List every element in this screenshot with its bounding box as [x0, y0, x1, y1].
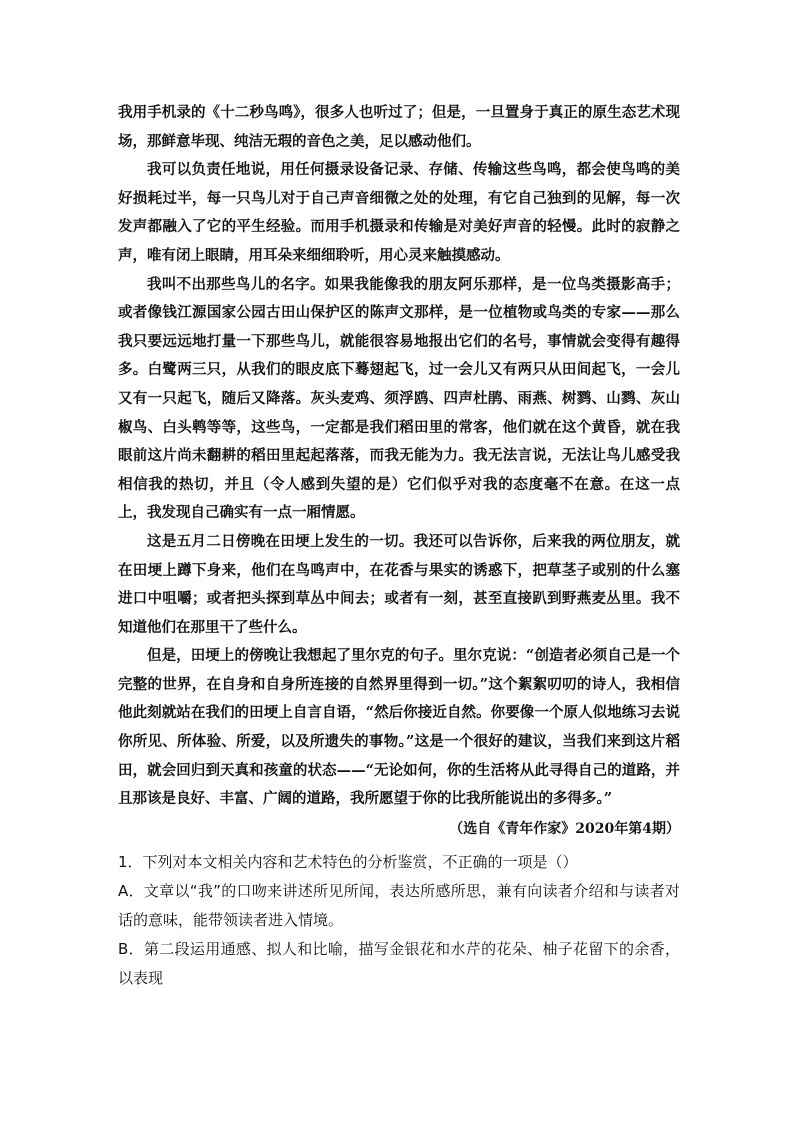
- passage: [118, 99, 680, 844]
- question-option-b: B．第二段运用通感、拟人和比喻，描写金银花和水芹的花朵、柚子花留下的余香，以表现: [118, 939, 680, 987]
- question-stem: 1．下列对本文相关内容和艺术特色的分析鉴赏，不正确的一项是（）: [118, 852, 578, 871]
- document-page: [118, 99, 680, 993]
- question-option-a: A．文章以“我”的口吻来讲述所见所闻，表达所感所思，兼有向读者介绍和与读者对话的意味，能带领读者进入情境。: [118, 881, 680, 929]
- passage-paragraph-4: 这是五月二日傍晚在田埂上发生的一切。我还可以告诉你，后来我的两位朋友，就在田埂上蹲下身来，他们在鸟鸣声中，在花香与果实的诱惑下，把草茎子或别的什么塞进口中咀嚼；或者把头探到草丛中间去；或者有一刻，甚至直接趴到野燕麦丛里。我不知道他们在那里干了些什么。: [118, 532, 680, 636]
- passage-paragraph-3: 我叫不出那些鸟儿的名字。如果我能像我的朋友阿乐那样，是一位鸟类摄影高手；或者像钱江源国家公园古田山保护区的陈声文那样，是一位植物或鸟类的专家——那么我只要远远地打量一下那些鸟儿，就能很容易地报出它们的名号，事情就会变得有趣得多。白鹭两三只，从我们的眼皮底下蓦翅起飞，过一会儿又有两只从田间起飞，一会儿又有一只起飞，随后又降落。灰头麦鸡、须浮鸥、四声杜鹃、雨燕、树鹨、山鹨、灰山椒鸟、白头鹎等等，这些鸟，一定都是我们稻田里的常客，他们就在这个黄昏，就在我眼前这片尚未翻耕的稻田里起起落落，而我无能为力。我无法言说，无法让鸟儿感受我相信我的热切，并且（令人感到失望的是）它们似乎对我的态度毫不在意。在这一点上，我发现自己确实有一点一厢情愿。: [118, 275, 680, 522]
- passage-source: （选自《青年作家》2020年第4期）: [449, 820, 680, 837]
- passage-paragraph-2: 我可以负责任地说，用任何摄录设备记录、存储、传输这些鸟鸣，都会使鸟鸣的美好损耗过半，每一只鸟儿对于自己声音细微之处的处理，有它自己独到的见解，每一次发声都融入了它的平生经验。而用手机摄录和传输是对美好声音的轻慢。此时的寂静之声，唯有闭上眼睛，用耳朵来细细聆听，用心灵来触摸感动。: [118, 161, 680, 264]
- passage-paragraph-1: 我用手机录的《十二秒鸟鸣》，很多人也听过了；但是，一旦置身于真正的原生态艺术现场，那鲜意毕现、纯洁无瑕的音色之美，足以感动他们。: [118, 104, 680, 150]
- passage-paragraph-5: 但是，田埂上的傍晚让我想起了里尔克的句子。里尔克说：“创造者必须自己是一个完整的世界，在自身和自身所连接的自然界里得到一切。”这个絮絮叨叨的诗人，我相信他此刻就站在我们的田埂上自言自语，“然后你接近自然。你要像一个原人似地练习去说你所见、所体验、所爱，以及所遗失的事物。”这是一个很好的建议，当我们来到这片稻田，就会回归到天真和孩童的状态——“无论如何，你的生活将从此寻得自己的道路，并且那该是良好、丰富、广阔的道路，我所愿望于你的比我所能说出的多得多。”: [118, 647, 680, 808]
- question-1: [118, 848, 680, 993]
